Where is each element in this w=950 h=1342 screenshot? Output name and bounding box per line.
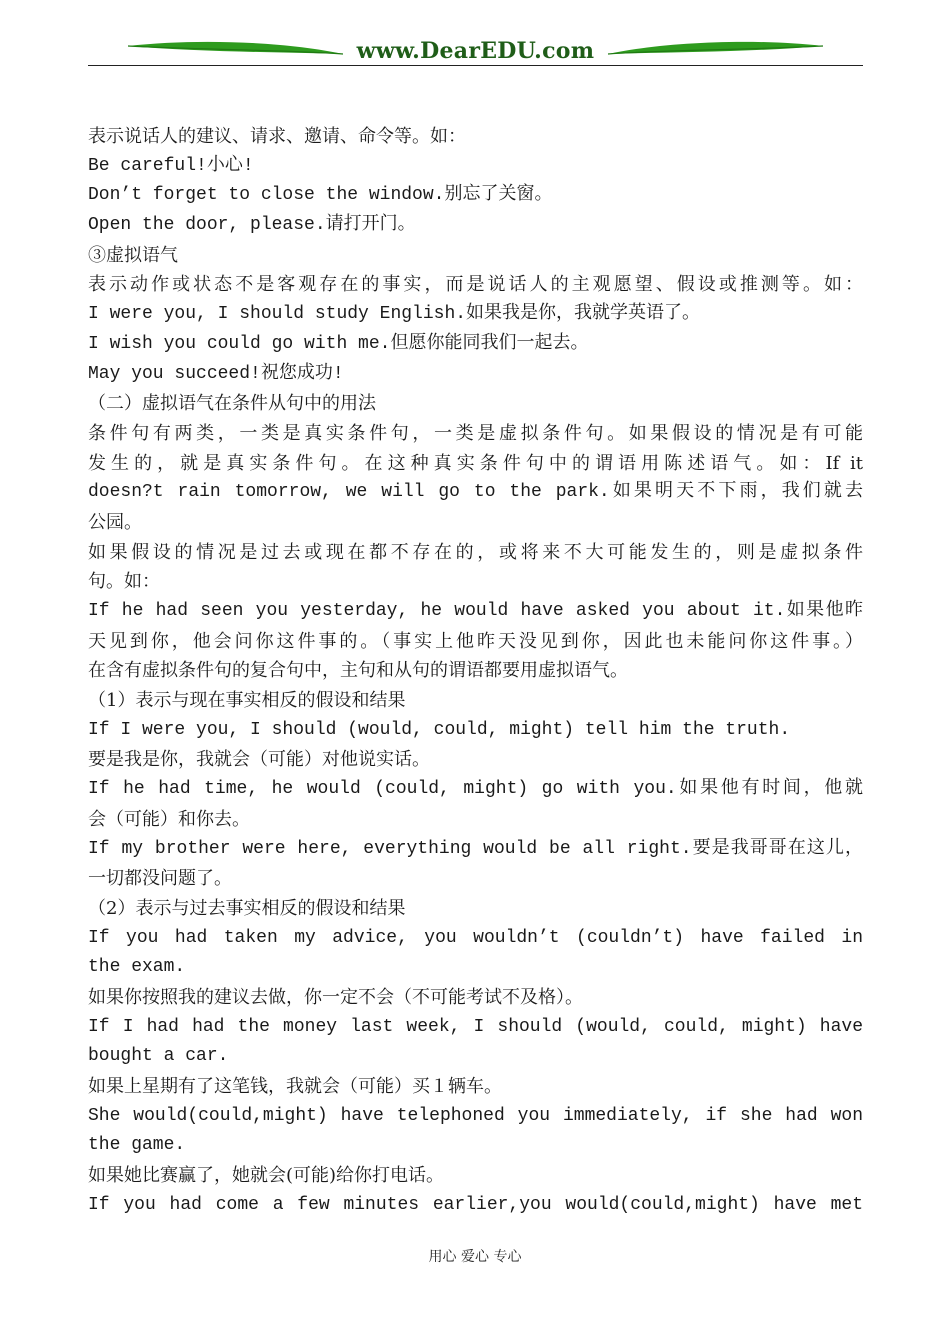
text-line: I wish you could go with me.但愿你能同我们一起去。 xyxy=(88,333,589,354)
text-line: I were you, I should study English.如果我是你，我就学英语了。 xyxy=(88,304,701,325)
text-line: Be careful!小心! xyxy=(88,155,254,176)
text-line: 表示动作或状态不是客观存在的事实，而是说话人的主观愿望、假设或推测等。如： xyxy=(88,274,863,296)
text-line: 如果你按照我的建议去做，你一定不会（不可能考试不及格）。 xyxy=(88,986,583,1008)
text-line: Don’t forget to close the window.别忘了关窗。 xyxy=(88,185,553,206)
text-line: If you had come a few minutes earlier,you would(could,might) have met xyxy=(88,1194,863,1215)
text-line: 天见到你，他会问你这件事的。（事实上他昨天没见到你，因此也未能问你这件事。） xyxy=(88,630,863,652)
text-line: She would(could,might) have telephoned you immediately, if she had won xyxy=(88,1105,863,1126)
text-line: 一切都没问题了。 xyxy=(88,868,232,890)
text-line: 如果假设的情况是过去或现在都不存在的，或将来不大可能发生的，则是虚拟条件 xyxy=(88,541,863,563)
text-line: 发生的，就是真实条件句。在这种真实条件句中的谓语用陈述语气。如：If it xyxy=(88,452,863,474)
text-line: the exam. xyxy=(88,957,186,978)
text-line: 表示说话人的建议、请求、邀请、命令等。如： xyxy=(88,126,466,147)
text-line: If you had taken my advice, you wouldn’t (couldn’t) have failed in xyxy=(88,927,863,948)
text-line: 条件句有两类，一类是真实条件句，一类是虚拟条件句。如果假设的情况是有可能 xyxy=(88,422,863,444)
site-logo: www.DearEDU.com xyxy=(356,38,595,64)
section-heading: （1）表示与现在事实相反的假设和结果 xyxy=(88,690,406,712)
page-footer: 用心 爱心 专心 xyxy=(428,1249,522,1265)
section-heading: ③虚拟语气 xyxy=(88,244,178,266)
section-heading: （二）虚拟语气在条件从句中的用法 xyxy=(88,393,376,415)
text-line: the game. xyxy=(88,1135,186,1156)
text-line: If I were you, I should (would, could, might) tell him the truth. xyxy=(88,719,791,740)
text-line: 要是我是你，我就会（可能）对他说实话。 xyxy=(88,749,430,771)
text-line: 公园。 xyxy=(88,511,142,533)
text-line: 会（可能）和你去。 xyxy=(88,808,250,830)
text-line: If he had time, he would (could, might) go with you.如果他有时间，他就 xyxy=(88,779,863,800)
text-line: 如果她比赛赢了，她就会(可能)给你打电话。 xyxy=(88,1165,445,1187)
text-line: 如果上星期有了这笔钱，我就会（可能）买１辆车。 xyxy=(88,1076,502,1097)
text-line: bought a car. xyxy=(88,1046,229,1067)
text-line: If he had seen you yesterday, he would have asked you about it.如果他昨 xyxy=(88,601,863,621)
header-divider xyxy=(88,65,863,66)
text-line: If my brother were here, everything would be all right.要是我哥哥在这儿， xyxy=(88,838,863,859)
text-line: 句。如： xyxy=(88,571,160,593)
document-body xyxy=(88,122,863,1220)
text-line: May you succeed!祝您成功! xyxy=(88,363,344,384)
text-line: If I had had the money last week, I should (would, could, might) have xyxy=(88,1016,863,1037)
text-line: Open the door, please.请打开门。 xyxy=(88,215,416,236)
section-heading: （2）表示与过去事实相反的假设和结果 xyxy=(88,897,406,919)
text-line: 在含有虚拟条件句的复合句中，主句和从句的谓语都要用虚拟语气。 xyxy=(88,660,628,682)
text-line: doesn?t rain tomorrow, we will go to the park.如果明天不下雨，我们就去 xyxy=(88,482,863,503)
